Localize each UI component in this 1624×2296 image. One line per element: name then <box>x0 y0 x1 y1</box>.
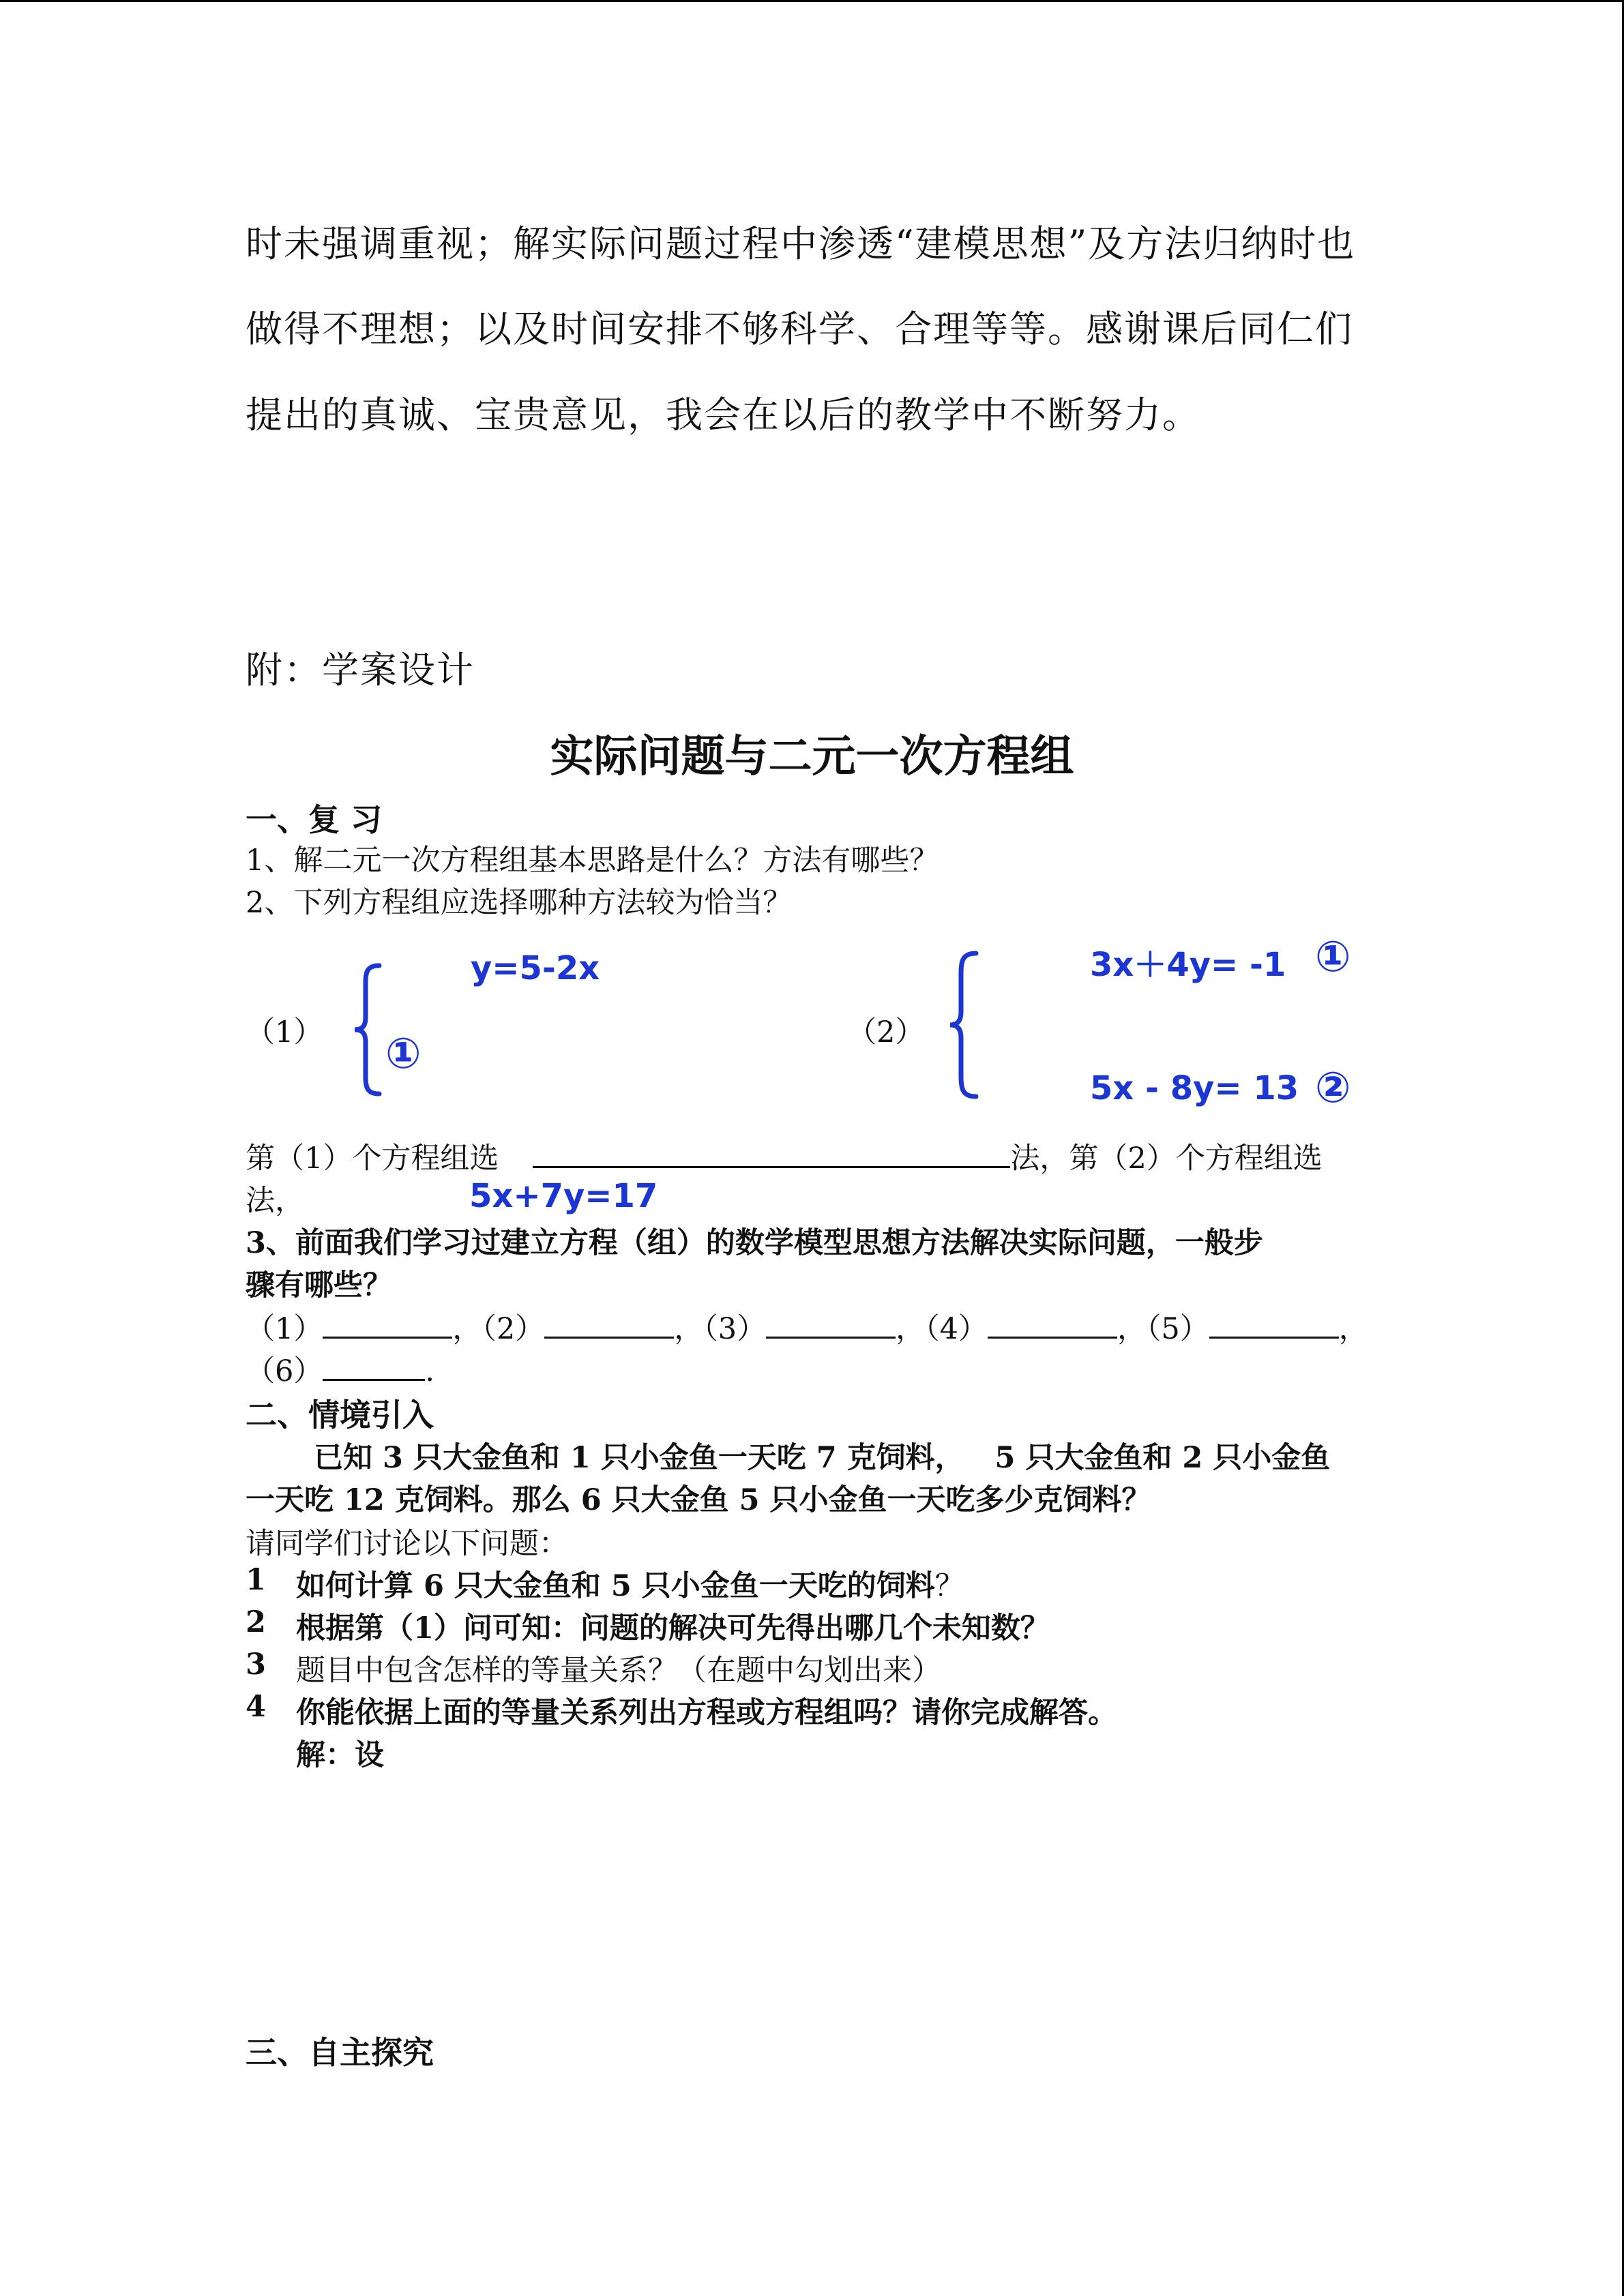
discussion-intro: 请同学们讨论以下问题： <box>246 1527 568 1561</box>
system-2-brace-icon <box>945 949 986 1101</box>
method-fill-mid: 法，第（2）个方程组选 <box>1010 1142 1323 1176</box>
review-question-3-line-2: 骤有哪些？ <box>246 1268 392 1302</box>
review-heading: 一、复 习 <box>246 801 383 838</box>
discussion-question-3-text: 题目中包含怎样的等量关系？（在题中勾划出来） <box>296 1654 941 1688</box>
discussion-question-2-text: 根据第（1）问可知：问题的解决可先得出哪几个未知数？ <box>296 1611 1050 1645</box>
step-6-blank[interactable] <box>323 1379 425 1381</box>
reflection-line-2: 做得不理想；以及时间安排不够科学、合理等等。感谢课后同仁们 <box>246 308 1353 351</box>
solution-start: 解：设 <box>296 1738 384 1772</box>
method-fill-line <box>246 1135 1323 1177</box>
system-2-equation-2: 5x - 8y= 13 <box>1090 1069 1299 1107</box>
system-2-label: （2） <box>847 1015 925 1049</box>
method-blank-1[interactable] <box>533 1166 1010 1168</box>
system-1-label: （1） <box>246 1015 323 1049</box>
system-1-equation-2-clipped: 5x+7y=17 <box>469 1177 658 1215</box>
system-1-equation-1: y=5-2x <box>471 949 600 987</box>
reflection-line-1: 时未强调重视；解实际问题过程中渗透“建模思想”及方法归纳时也 <box>246 222 1356 265</box>
system-1-brace-icon <box>349 961 390 1098</box>
steps-line <box>246 1306 1368 1347</box>
discussion-question-1-text: 如何计算 6 只大金鱼和 5 只小金鱼一天吃的饲料 <box>296 1569 935 1603</box>
scenario-problem-line-1: 已知 3 只大金鱼和 1 只小金鱼一天吃 7 克饲料， 5 只大金鱼和 2 只小金鱼 <box>314 1441 1331 1475</box>
explore-heading: 三、自主探究 <box>246 2034 434 2071</box>
scenario-problem-line-2: 一天吃 12 克饲料。那么 6 只大金鱼 5 只小金鱼一天吃多少克饲料？ <box>246 1483 1151 1517</box>
step-2-label: ，（2） <box>452 1312 545 1346</box>
system-1-marker-1: ① <box>385 1028 422 1078</box>
step-1-label: （1） <box>246 1312 323 1346</box>
review-question-3-line-1: 3、前面我们学习过建立方程（组）的数学模型思想方法解决实际问题，一般步 <box>246 1226 1263 1260</box>
step-6-end: . <box>425 1354 435 1388</box>
step-6-label: （6） <box>246 1354 323 1388</box>
method-fill-prefix: 第（1）个方程组选 <box>246 1142 499 1176</box>
step-4-blank[interactable] <box>988 1337 1117 1339</box>
discussion-question-4-text: 你能依据上面的等量关系列出方程或方程组吗？请你完成解答。 <box>296 1696 1117 1730</box>
system-2-marker-1: ① <box>1315 931 1351 981</box>
discussion-question-1-tail: ？ <box>934 1569 964 1603</box>
step-5-comma: ， <box>1338 1312 1368 1346</box>
step-3-label: ，（3） <box>674 1312 767 1346</box>
step-5-blank[interactable] <box>1209 1337 1339 1339</box>
reflection-line-3: 提出的真诚、宝贵意见，我会在以后的教学中不断努力。 <box>246 393 1200 436</box>
discussion-question-2-number: 2 <box>246 1605 266 1639</box>
method-fill-end: 法， <box>246 1184 304 1218</box>
discussion-question-1 <box>296 1563 964 1605</box>
system-2-marker-2: ② <box>1315 1062 1351 1112</box>
review-question-2: 2、下列方程组应选择哪种方法较为恰当？ <box>246 886 793 920</box>
step-5-label: ，（5） <box>1117 1312 1209 1346</box>
review-question-1: 1、解二元一次方程组基本思路是什么？方法有哪些？ <box>246 844 939 878</box>
step-6-line <box>246 1348 434 1390</box>
scenario-heading: 二、情境引入 <box>246 1397 434 1433</box>
worksheet-title: 实际问题与二元一次方程组 <box>550 731 1074 782</box>
step-1-blank[interactable] <box>323 1337 452 1339</box>
appendix-label: 附：学案设计 <box>246 648 475 691</box>
discussion-question-1-number: 1 <box>246 1563 266 1597</box>
discussion-question-4-number: 4 <box>246 1690 266 1724</box>
system-2-equation-1: 3x＋4y= -1 <box>1090 946 1286 984</box>
page-border-top <box>0 0 1624 2</box>
step-2-blank[interactable] <box>544 1337 674 1339</box>
discussion-question-3-number: 3 <box>246 1648 266 1682</box>
step-3-blank[interactable] <box>766 1337 896 1339</box>
step-4-label: ，（4） <box>896 1312 988 1346</box>
